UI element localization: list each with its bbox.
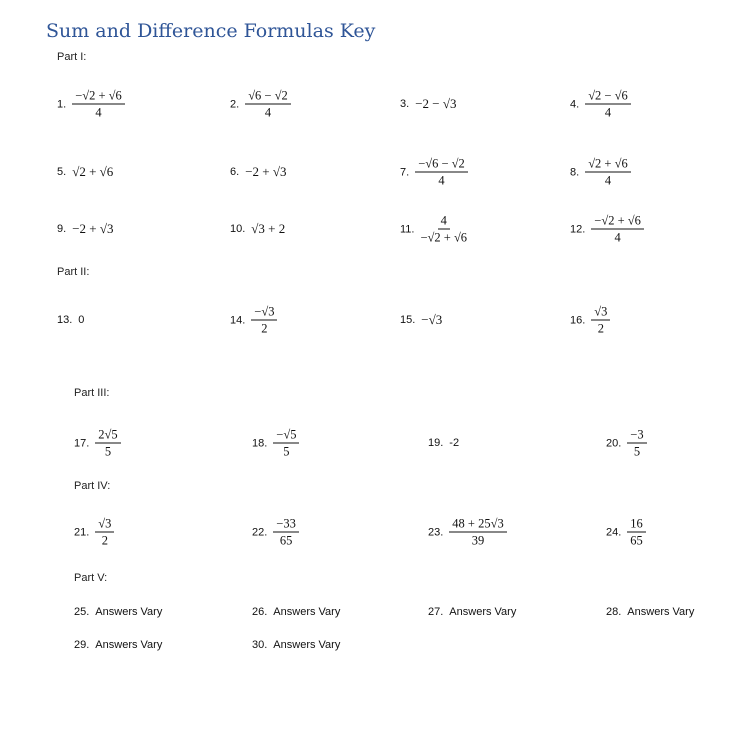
numerator: 48 + 25√3 [449,517,506,533]
answer-item [570,305,610,336]
denominator: 5 [104,444,112,459]
answer-value: √2 + √6 [72,164,114,179]
answer-fraction [585,89,631,120]
answer-item [400,312,442,328]
numerator: √2 + √6 [585,157,631,173]
answer-value: Answers Vary [95,639,163,651]
denominator: 4 [604,173,612,188]
answer-item [606,428,647,459]
answer-item [74,639,162,651]
answer-number: 12. [570,223,586,235]
answer-item [252,428,299,459]
answer-number: 2. [230,98,240,110]
answer-value: −2 − √3 [415,96,457,111]
numerator: √2 − √6 [585,89,631,105]
answer-fraction [420,214,467,245]
denominator: 4 [438,173,445,188]
answer-item [74,428,121,459]
answer-fraction [273,428,299,459]
denominator: −√2 + √6 [420,230,468,245]
part-3-heading: Part III: [74,387,110,399]
answer-value: Answers Vary [273,606,341,618]
answer-item [230,305,277,336]
answer-number: 28. [606,606,622,618]
page-title: Sum and Difference Formulas Key [46,20,376,42]
answer-number: 29. [74,639,90,651]
numerator: −√3 [251,305,277,321]
answer-item [252,517,299,548]
answer-item [400,96,457,112]
answer-fraction [95,517,114,548]
answer-value: -2 [449,437,460,449]
answer-number: 19. [428,437,444,449]
answer-number: 10. [230,223,246,235]
answer-number: 20. [606,437,622,449]
denominator: 2 [597,321,604,336]
answer-number: 6. [230,166,240,178]
answer-number: 24. [606,526,622,538]
answer-number: 4. [570,98,580,110]
numerator: √6 − √2 [245,89,291,105]
answer-fraction [585,157,631,188]
answer-item [428,517,507,548]
numerator: √3 [95,517,114,533]
answer-number: 16. [570,314,586,326]
answer-item [570,89,631,120]
answer-fraction [273,517,299,548]
answer-fraction [627,517,646,548]
answer-number: 30. [252,639,268,651]
numerator: −√5 [273,428,299,444]
numerator: −3 [627,428,646,444]
denominator: 65 [630,533,643,548]
answer-item [400,157,468,188]
numerator: −√2 + √6 [72,89,125,105]
answer-number: 17. [74,437,90,449]
denominator: 5 [633,444,641,459]
denominator: 4 [604,105,612,120]
answer-item [252,606,340,618]
denominator: 4 [614,230,621,245]
part-4-heading: Part IV: [74,480,111,492]
answer-number: 3. [400,98,410,110]
answer-item [428,437,459,449]
numerator: −√2 + √6 [591,214,644,230]
answer-fraction [591,214,644,245]
part-1-heading: Part I: [57,51,87,63]
answer-item [74,517,114,548]
answer-number: 14. [230,314,246,326]
answer-item [230,221,285,237]
answer-value: Answers Vary [449,606,517,618]
answer-number: 23. [428,526,444,538]
answer-item [57,314,84,326]
answer-number: 8. [570,166,580,178]
answer-number: 7. [400,166,410,178]
answer-item [428,606,516,618]
answer-number: 1. [57,98,67,110]
answer-value: −2 + √3 [245,164,287,179]
answer-fraction [251,305,277,336]
answer-item [606,517,646,548]
answer-fraction [95,428,120,459]
answer-number: 22. [252,526,268,538]
part-2-heading: Part II: [57,266,90,278]
numerator: √3 [591,305,610,321]
answer-number: 21. [74,526,90,538]
answer-item [57,89,125,120]
answer-fraction [245,89,291,120]
numerator: 4 [438,214,450,230]
answer-value: Answers Vary [95,606,163,618]
answer-item [570,214,644,245]
numerator: −√6 − √2 [415,157,468,173]
answer-item [74,606,162,618]
answer-number: 25. [74,606,90,618]
answer-value: √3 + 2 [251,221,286,236]
answer-fraction [627,428,646,459]
numerator: 16 [627,517,646,533]
answer-number: 13. [57,314,73,326]
denominator: 4 [95,105,102,120]
answer-number: 5. [57,166,67,178]
answer-number: 15. [400,314,416,326]
answer-number: 18. [252,437,268,449]
answer-value: Answers Vary [627,606,695,618]
denominator: 4 [264,105,272,120]
denominator: 65 [279,533,293,548]
answer-value: Answers Vary [273,639,341,651]
answer-item [57,164,113,180]
answer-item [570,157,631,188]
answer-item [57,221,114,237]
denominator: 39 [471,533,485,548]
answer-number: 11. [400,223,415,235]
answer-value: −2 + √3 [72,221,114,236]
denominator: 2 [101,533,108,548]
answer-item [606,606,694,618]
denominator: 2 [261,321,268,336]
answer-fraction [415,157,468,188]
answer-item [230,89,291,120]
answer-number: 9. [57,223,67,235]
answer-number: 27. [428,606,444,618]
answer-fraction [449,517,506,548]
answer-fraction [591,305,610,336]
part-5-heading: Part V: [74,572,108,584]
answer-number: 26. [252,606,268,618]
numerator: −33 [273,517,299,533]
answer-value: −√3 [421,312,443,327]
numerator: 2√5 [95,428,120,444]
denominator: 5 [283,444,290,459]
answer-fraction [72,89,125,120]
answer-item [252,639,340,651]
answer-item [230,164,287,180]
answer-value: 0 [78,314,85,326]
answer-item [400,214,467,245]
